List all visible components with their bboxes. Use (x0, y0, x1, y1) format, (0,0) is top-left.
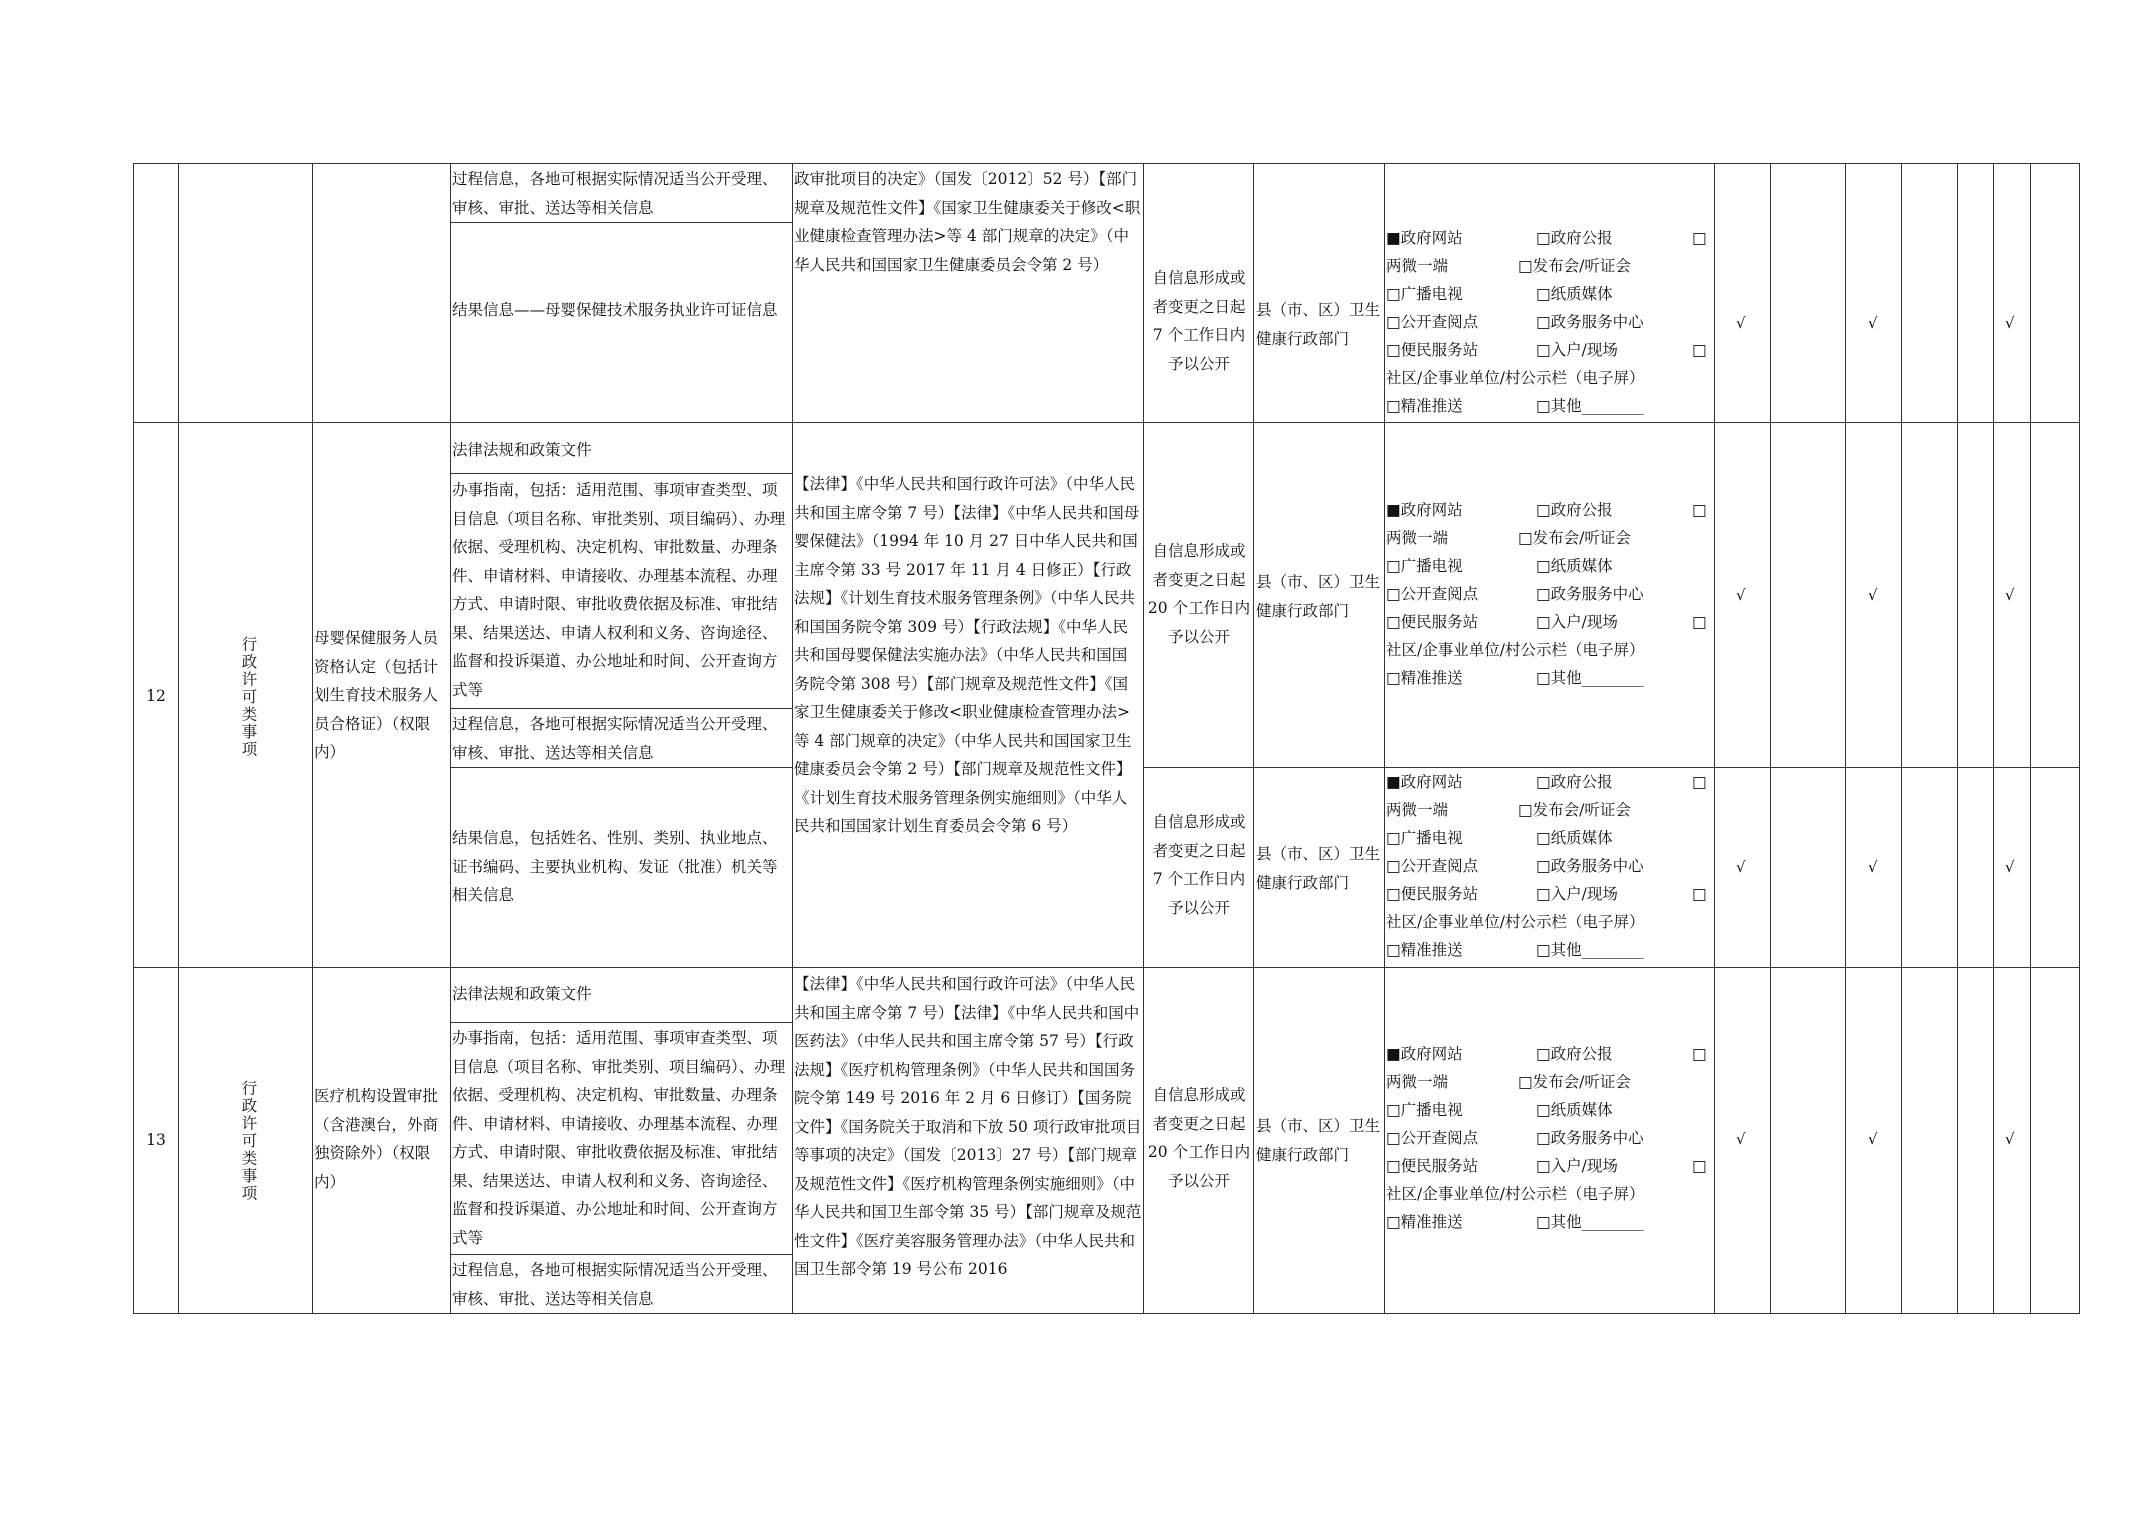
col-divider (1993, 163, 1994, 1313)
channel-bulletin-board: 社区/企事业单位/村公示栏（电子屏） (1386, 913, 1645, 931)
channel-print-media: □纸质媒体 (1536, 829, 1613, 847)
channel-wechat-weibo-app: 两微一端 (1386, 257, 1449, 275)
col-divider (1714, 163, 1715, 1313)
table-border-bottom (133, 1313, 2080, 1314)
col-divider (178, 163, 179, 1313)
channel-gov-website: ■政府网站 (1386, 773, 1463, 791)
check-mark: √ (1868, 586, 1878, 604)
timing-cell: 自信息形成或者变更之日起 20 个工作日内予以公开 (1147, 542, 1251, 646)
channel-bulletin-board: 社区/企事业单位/村公示栏（电子屏） (1386, 641, 1645, 659)
channel-targeted-push: □精准推送 (1386, 941, 1463, 959)
channel-service-center: □政务服务中心 (1536, 1129, 1644, 1147)
channel-checkbox: □ (1692, 341, 1707, 359)
category-cell: 行政许可类事项 (239, 636, 258, 759)
subject-cell: 县（市、区）卫生健康行政部门 (1256, 573, 1381, 620)
channel-service-station: □便民服务站 (1386, 341, 1479, 359)
channel-targeted-push: □精准推送 (1386, 397, 1463, 415)
channel-gov-gazette: □政府公报 (1536, 773, 1613, 791)
channel-service-center: □政务服务中心 (1536, 585, 1644, 603)
channel-checkbox: □ (1692, 885, 1707, 903)
channel-door-to-door: □入户/现场 (1536, 613, 1618, 631)
channel-broadcast-tv: □广播电视 (1386, 829, 1463, 847)
channel-checkbox: □ (1692, 613, 1707, 631)
guide-cell: 办事指南，包括：适用范围、事项审查类型、项目信息（项目名称、审批类别、项目编码）、办理依据、受理机构、决定机构、审批数量、办理条件、申请材料、申请接收、办理基本流程、办理方式、申请时限、审批收费依据及标准、审批结果、结果送达、申请人权利和义务、咨询途径、监督和投诉渠道、办公地址和时间、公开查询方式等 (452, 1029, 786, 1247)
channel-print-media: □纸质媒体 (1536, 557, 1613, 575)
channel-bulletin-board: 社区/企事业单位/村公示栏（电子屏） (1386, 1185, 1645, 1203)
channel-service-center: □政务服务中心 (1536, 313, 1644, 331)
channel-targeted-push: □精准推送 (1386, 1213, 1463, 1231)
channel-service-station: □便民服务站 (1386, 1157, 1479, 1175)
channel-reading-point: □公开查阅点 (1386, 1129, 1479, 1147)
timing-cell: 自信息形成或者变更之日起 20 个工作日内予以公开 (1147, 1086, 1251, 1190)
col-divider (1143, 163, 1144, 1313)
row-number: 12 (146, 687, 166, 705)
cell-divider (450, 767, 792, 768)
laws-cell: 法律法规和政策文件 (452, 985, 592, 1003)
channel-gov-gazette: □政府公报 (1536, 1045, 1613, 1063)
channel-print-media: □纸质媒体 (1536, 285, 1613, 303)
cell-divider (450, 473, 792, 474)
channel-checkbox: □ (1692, 229, 1707, 247)
channel-list (1386, 496, 1712, 692)
col-divider (2030, 163, 2031, 1313)
col-divider (1845, 163, 1846, 1313)
channel-gov-gazette: □政府公报 (1536, 501, 1613, 519)
process-info-cell: 过程信息，各地可根据实际情况适当公开受理、审核、审批、送达等相关信息 (452, 170, 778, 217)
channel-bulletin-board: 社区/企事业单位/村公示栏（电子屏） (1386, 369, 1645, 387)
process-info-cell: 过程信息，各地可根据实际情况适当公开受理、审核、审批、送达等相关信息 (452, 1261, 778, 1308)
channel-reading-point: □公开查阅点 (1386, 857, 1479, 875)
channel-gov-website: ■政府网站 (1386, 229, 1463, 247)
check-mark: √ (1868, 1130, 1878, 1148)
row-number: 13 (146, 1131, 166, 1149)
channel-broadcast-tv: □广播电视 (1386, 557, 1463, 575)
subject-cell: 县（市、区）卫生健康行政部门 (1256, 1117, 1381, 1164)
channel-list (1386, 224, 1712, 420)
check-mark: √ (2005, 858, 2015, 876)
channel-wechat-weibo-app: 两微一端 (1386, 529, 1449, 547)
col-divider (1384, 163, 1385, 1313)
channel-checkbox: □ (1692, 1157, 1707, 1175)
channel-gov-website: ■政府网站 (1386, 1045, 1463, 1063)
row-divider (133, 967, 2080, 968)
channel-other: □其他________ (1536, 941, 1644, 959)
channel-broadcast-tv: □广播电视 (1386, 1101, 1463, 1119)
channel-broadcast-tv: □广播电视 (1386, 285, 1463, 303)
col-divider (1901, 163, 1902, 1313)
cell-divider (450, 222, 792, 223)
col-divider (792, 163, 793, 1313)
col-divider (1253, 163, 1254, 1313)
channel-checkbox: □ (1692, 501, 1707, 519)
item-name-cell: 母婴保健服务人员资格认定（包括计划生育技术服务人员合格证）（权限内） (314, 629, 439, 761)
channel-press-hearing: □发布会/听证会 (1518, 801, 1631, 819)
category-cell: 行政许可类事项 (239, 1080, 258, 1203)
subject-cell: 县（市、区）卫生健康行政部门 (1256, 845, 1381, 892)
check-mark: √ (1736, 858, 1746, 876)
check-mark: √ (1736, 586, 1746, 604)
table-border-right (2079, 163, 2080, 1313)
channel-door-to-door: □入户/现场 (1536, 885, 1618, 903)
process-info-cell: 过程信息，各地可根据实际情况适当公开受理、审核、审批、送达等相关信息 (452, 715, 778, 762)
cell-divider (450, 1022, 792, 1023)
check-mark: √ (1736, 1130, 1746, 1148)
channel-press-hearing: □发布会/听证会 (1518, 257, 1631, 275)
laws-cell: 法律法规和政策文件 (452, 441, 592, 459)
table-border-top (133, 163, 2080, 164)
channel-service-station: □便民服务站 (1386, 885, 1479, 903)
channel-service-station: □便民服务站 (1386, 613, 1479, 631)
check-mark: √ (2005, 314, 2015, 332)
channel-service-center: □政务服务中心 (1536, 857, 1644, 875)
subject-cell: 县（市、区）卫生健康行政部门 (1256, 301, 1381, 348)
timing-cell: 自信息形成或者变更之日起 7 个工作日内予以公开 (1152, 269, 1246, 373)
channel-targeted-push: □精准推送 (1386, 669, 1463, 687)
channel-reading-point: □公开查阅点 (1386, 313, 1479, 331)
channel-wechat-weibo-app: 两微一端 (1386, 801, 1449, 819)
basis-cell: 【法律】《中华人民共和国行政许可法》（中华人民共和国主席令第 7 号）【法律】《中华人民共和国中医药法》（中华人民共和国主席令第 57 号）【行政法规】《医疗机构管理条例》（中华人民共和国国务院令第 149 号 2016 年 2 月 6 日修订）【国务院文件】《国务院关于取消和下放 50 项行政审批项目等事项的决定》（国发〔2013〕27 号）【部门规章及规范性文件】《医疗机构管理条例实施细则》（中华人民共和国卫生部令第 35 号）【部门规章及规范性文件】《医疗美容服务管理办法》（中华人民共和国卫生部令第 19 号公布 2016 (794, 975, 1142, 1278)
timing-cell: 自信息形成或者变更之日起 7 个工作日内予以公开 (1152, 813, 1246, 917)
item-name-cell: 医疗机构设置审批（含港澳台，外商独资除外）（权限内） (314, 1087, 439, 1191)
channel-press-hearing: □发布会/听证会 (1518, 529, 1631, 547)
result-info-cell: 结果信息——母婴保健技术服务执业许可证信息 (452, 301, 778, 319)
check-mark: √ (1868, 314, 1878, 332)
channel-checkbox: □ (1692, 773, 1707, 791)
row-divider (133, 422, 2080, 423)
basis-cell: 政审批项目的决定》（国发〔2012〕52 号）【部门规章及规范性文件】《国家卫生健康委关于修改<职业健康检查管理办法>等 4 部门规章的决定》（中华人民共和国国家卫生健康委员会令第 2 号） (794, 170, 1141, 274)
channel-gov-website: ■政府网站 (1386, 501, 1463, 519)
result-info-cell: 结果信息，包括姓名、性别、类别、执业地点、证书编码、主要执业机构、发证（批准）机关等相关信息 (452, 829, 778, 904)
channel-other: □其他________ (1536, 397, 1644, 415)
col-divider (450, 163, 451, 1313)
channel-gov-gazette: □政府公报 (1536, 229, 1613, 247)
col-divider (1770, 163, 1771, 1313)
check-mark: √ (2005, 1130, 2015, 1148)
channel-list (1386, 1040, 1712, 1236)
channel-reading-point: □公开查阅点 (1386, 585, 1479, 603)
channel-other: □其他________ (1536, 669, 1644, 687)
channel-other: □其他________ (1536, 1213, 1644, 1231)
channel-checkbox: □ (1692, 1045, 1707, 1063)
check-mark: √ (1868, 858, 1878, 876)
channel-wechat-weibo-app: 两微一端 (1386, 1073, 1449, 1091)
cell-divider (450, 708, 792, 709)
basis-cell: 【法律】《中华人民共和国行政许可法》（中华人民共和国主席令第 7 号）【法律】《中华人民共和国母婴保健法》（1994 年 10 月 27 日中华人民共和国主席令第 33 号 2017 年 11 月 4 日修正）【行政法规】《计划生育技术服务管理条例》（中华人民共和国国务院令第 309 号）【行政法规】《中华人民共和国母婴保健法实施办法》（中华人民共和国国务院令第 308 号）【部门规章及规范性文件】《国家卫生健康委关于修改<职业健康检查管理办法>等 4 部门规章的决定》（中华人民共和国国家卫生健康委员会令第 2 号）【部门规章及规范性文件】《计划生育技术服务管理条例实施细则》（中华人民共和国国家计划生育委员会令第 6 号） (794, 475, 1140, 835)
channel-press-hearing: □发布会/听证会 (1518, 1073, 1631, 1091)
col-divider (312, 163, 313, 1313)
check-mark: √ (1736, 314, 1746, 332)
check-mark: √ (2005, 586, 2015, 604)
channel-list (1386, 768, 1712, 964)
col-divider (1957, 163, 1958, 1313)
cell-divider (450, 1254, 792, 1255)
channel-door-to-door: □入户/现场 (1536, 341, 1618, 359)
channel-door-to-door: □入户/现场 (1536, 1157, 1618, 1175)
guide-cell: 办事指南，包括：适用范围、事项审查类型、项目信息（项目名称、审批类别、项目编码）、办理依据、受理机构、决定机构、审批数量、办理条件、申请材料、申请接收、办理基本流程、办理方式、申请时限、审批收费依据及标准、审批结果、结果送达、申请人权利和义务、咨询途径、监督和投诉渠道、办公地址和时间、公开查询方式等 (452, 481, 786, 699)
channel-print-media: □纸质媒体 (1536, 1101, 1613, 1119)
